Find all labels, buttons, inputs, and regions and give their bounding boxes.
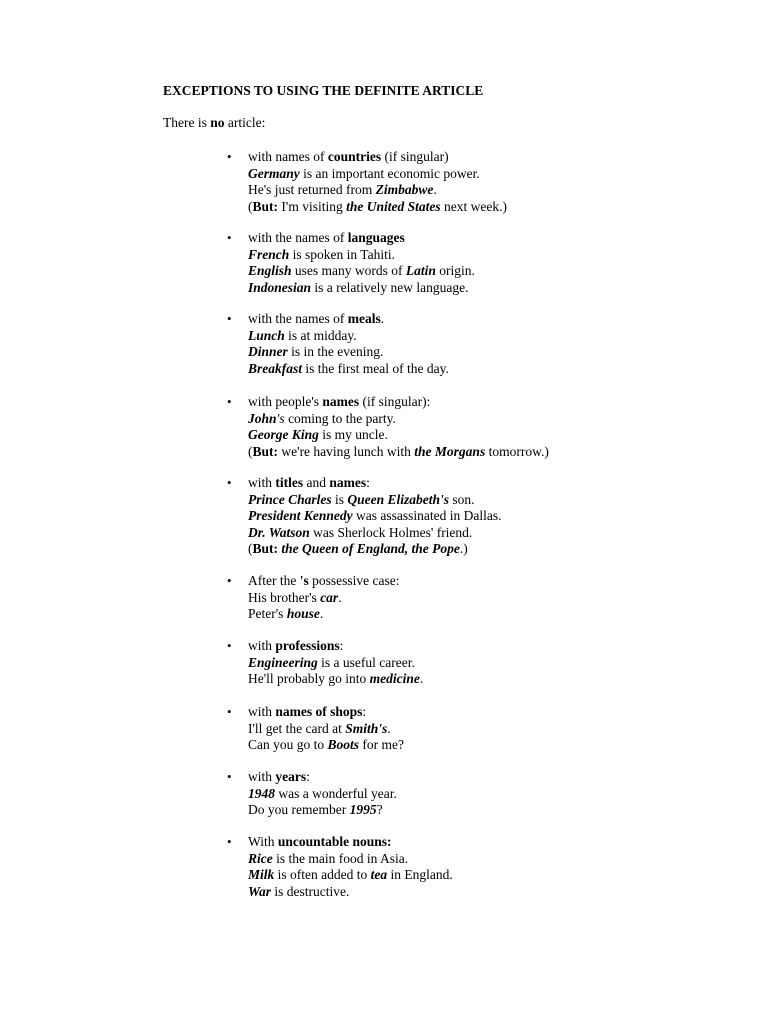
text-run: with	[248, 475, 276, 490]
example-line	[248, 737, 404, 754]
text-run: titles	[275, 475, 304, 490]
text-run: was assassinated in Dallas.	[352, 508, 502, 524]
bullet-marker: •	[227, 638, 232, 653]
example-line	[248, 508, 501, 525]
text-run: 's	[299, 573, 309, 588]
text-run: names	[322, 394, 360, 409]
example-line	[248, 541, 501, 558]
example-line	[248, 361, 449, 378]
example-line	[248, 721, 404, 738]
text-run: is the first meal of the day.	[302, 360, 449, 376]
text-run: (if singular)	[381, 149, 449, 164]
text-run: But:	[252, 443, 279, 459]
example-line	[248, 280, 475, 297]
text-run: Indonesian	[248, 279, 312, 295]
bullet-heading-line	[248, 638, 423, 655]
bullet-content	[248, 638, 423, 688]
text-run: War	[248, 883, 272, 899]
text-run: tea	[370, 867, 388, 883]
text-run: with names of	[248, 149, 328, 164]
bullet-content	[248, 573, 399, 623]
text-run: He's just returned from	[248, 182, 376, 198]
text-run: Engineering	[248, 654, 318, 670]
text-run: Boots	[327, 737, 360, 753]
example-line	[248, 411, 549, 428]
intro-text-before: There is	[163, 115, 211, 130]
text-run: Lunch	[248, 327, 285, 343]
text-run: countries	[327, 149, 382, 164]
text-run: George King	[248, 427, 319, 443]
text-run: (	[248, 443, 253, 459]
example-line	[248, 328, 449, 345]
text-run: with the names of	[248, 311, 348, 326]
text-run: (	[248, 541, 253, 557]
text-run: was Sherlock Holmes' friend.	[309, 524, 473, 540]
example-line	[248, 884, 453, 901]
bullet-marker: •	[227, 704, 232, 719]
text-run: uncountable nouns:	[277, 834, 392, 849]
bullet-marker: •	[227, 230, 232, 245]
page-title: EXCEPTIONS TO USING THE DEFINITE ARTICLE	[163, 83, 484, 98]
text-run: I'm visiting	[278, 198, 347, 214]
example-line	[248, 590, 399, 607]
text-run: is at midday.	[284, 327, 357, 343]
text-run: medicine	[369, 671, 420, 687]
text-run: professions	[275, 638, 340, 653]
text-run: Can you go to	[248, 737, 328, 753]
text-run: President Kennedy	[248, 508, 353, 524]
text-run: 's	[276, 410, 285, 426]
text-run: possessive case:	[308, 573, 400, 588]
text-run: with people's	[248, 394, 323, 409]
text-run: with	[248, 704, 276, 719]
text-run: .	[433, 182, 437, 198]
text-run: Queen Elizabeth's	[347, 491, 450, 507]
example-line	[248, 655, 423, 672]
text-run: with	[248, 769, 276, 784]
text-run: names of shops	[275, 704, 363, 719]
bullet-marker: •	[227, 769, 232, 784]
example-line	[248, 802, 397, 819]
text-run: car	[320, 589, 339, 605]
text-run: is spoken in Tahiti.	[289, 246, 395, 262]
bullet-marker: •	[227, 834, 232, 849]
text-run: Peter's	[248, 606, 287, 622]
text-run: was a wonderful year.	[275, 785, 397, 801]
text-run: :	[306, 769, 310, 784]
text-run: tomorrow.)	[485, 443, 549, 459]
text-run: But:	[252, 541, 279, 557]
text-run: After the	[248, 573, 300, 588]
text-run: in England.	[387, 867, 453, 883]
example-line	[248, 492, 501, 509]
intro-text-after: article:	[224, 115, 266, 130]
example-line	[248, 344, 449, 361]
text-run: Rice	[248, 850, 273, 866]
text-run: the Morgans	[414, 443, 486, 459]
text-run: Germany	[248, 165, 300, 181]
text-run: meals	[347, 311, 381, 326]
text-run: He'll probably go into	[248, 671, 370, 687]
example-line	[248, 247, 475, 264]
text-run: Latin	[405, 263, 436, 279]
text-run: ?	[376, 802, 383, 818]
example-line	[248, 851, 453, 868]
bullet-heading-line	[248, 573, 399, 590]
text-run: With	[248, 834, 278, 849]
text-run: is a useful career.	[317, 654, 415, 670]
text-run: uses many words of	[291, 263, 406, 279]
text-run: origin.	[435, 263, 475, 279]
example-line	[248, 166, 507, 183]
text-run: John	[248, 410, 277, 426]
bullet-marker: •	[227, 394, 232, 409]
bullet-marker: •	[227, 149, 232, 164]
example-line	[248, 182, 507, 199]
text-run: house	[286, 606, 320, 622]
bullet-heading-line	[248, 769, 397, 786]
bullet-content	[248, 475, 501, 558]
bullet-content	[248, 149, 507, 215]
example-line	[248, 867, 453, 884]
example-line	[248, 671, 423, 688]
text-run: .	[319, 606, 324, 622]
text-run: Dinner	[248, 344, 288, 360]
bullet-marker: •	[227, 573, 232, 588]
bullet-marker: •	[227, 475, 232, 490]
text-run: Zimbabwe	[375, 182, 434, 198]
text-run: Breakfast	[248, 360, 302, 376]
bullet-heading-line	[248, 394, 549, 411]
text-run: .	[380, 311, 385, 326]
text-run: 1948	[248, 785, 275, 801]
bullet-heading-line	[248, 149, 507, 166]
text-run: is in the evening.	[287, 344, 384, 360]
text-run: Prince Charles	[248, 491, 332, 507]
bullet-content	[248, 230, 475, 296]
example-line	[248, 786, 397, 803]
bullet-heading-line	[248, 704, 404, 721]
text-run: with	[248, 638, 276, 653]
text-run: for me?	[359, 737, 404, 753]
text-run: next week.)	[440, 198, 507, 214]
text-run: .	[338, 589, 342, 605]
bullet-content	[248, 311, 449, 377]
text-run: (if singular):	[359, 394, 431, 409]
text-run: But:	[252, 198, 279, 214]
text-run: is an important economic power.	[299, 165, 480, 181]
text-run: .	[387, 720, 391, 736]
text-run: the United States	[346, 198, 441, 214]
text-run: Dr. Watson	[248, 524, 310, 540]
text-run: Milk	[248, 867, 275, 883]
bullet-heading-line	[248, 230, 475, 247]
bullet-marker: •	[227, 311, 232, 326]
text-run: is	[331, 491, 348, 507]
text-run: Smith's	[345, 720, 388, 736]
text-run: (	[248, 198, 253, 214]
text-run: names	[329, 475, 367, 490]
text-run: :	[339, 638, 344, 653]
text-run: and	[303, 475, 330, 490]
text-run: is my uncle.	[318, 427, 388, 443]
bullet-content	[248, 834, 453, 900]
text-run: with the names of	[248, 230, 348, 245]
example-line	[248, 427, 549, 444]
text-run: .	[419, 671, 424, 687]
text-run: is destructive.	[271, 883, 350, 899]
text-run: coming to the party.	[284, 410, 396, 426]
bullet-content	[248, 394, 549, 460]
text-run: 1995	[349, 802, 377, 818]
bullet-heading-line	[248, 311, 449, 328]
text-run: is the main food in Asia.	[272, 850, 409, 866]
text-run: son.	[449, 491, 475, 507]
bullet-content	[248, 769, 397, 819]
text-run: Do you remember	[248, 802, 350, 818]
text-run: :	[366, 475, 370, 490]
intro-text-bold: no	[210, 115, 225, 130]
text-run: is often added to	[274, 867, 371, 883]
example-line	[248, 525, 501, 542]
bullet-heading-line	[248, 834, 453, 851]
text-run: is a relatively new language.	[311, 279, 469, 295]
text-run: years	[275, 769, 307, 784]
bullet-heading-line	[248, 475, 501, 492]
text-run: the Queen of England, the Pope	[281, 541, 460, 557]
example-line	[248, 263, 475, 280]
bullet-content	[248, 704, 404, 754]
text-run: we're having lunch with	[278, 443, 415, 459]
text-run: :	[362, 704, 367, 719]
text-run: languages	[347, 230, 405, 245]
text-run: .)	[459, 541, 468, 557]
example-line	[248, 444, 549, 461]
intro-line	[163, 115, 265, 132]
text-run: English	[248, 263, 292, 279]
text-run: I'll get the card at	[248, 720, 346, 736]
example-line	[248, 606, 399, 623]
text-run: His brother's	[248, 589, 321, 605]
text-run: French	[248, 246, 290, 262]
example-line	[248, 199, 507, 216]
